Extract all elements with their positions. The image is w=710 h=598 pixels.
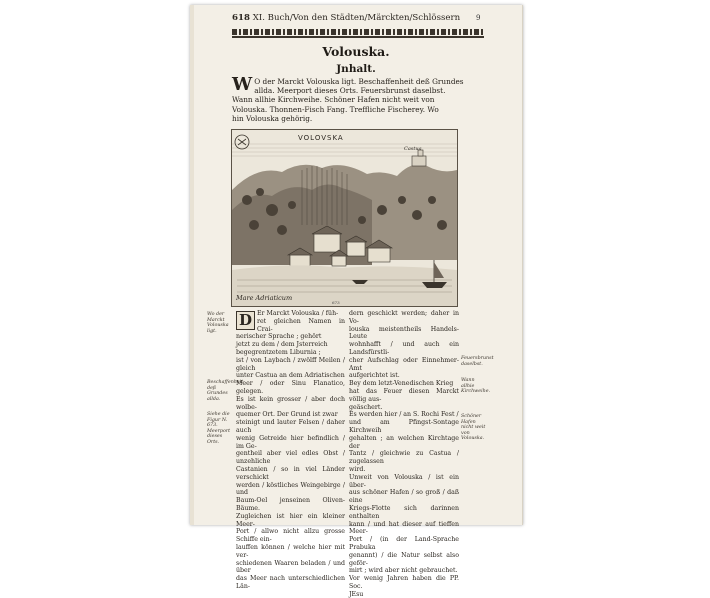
toc-line: allda. Meerport dieses Orts. Feuersbrunst daselbst.: [254, 86, 446, 96]
text-line: Vor wenig Jahren haben die PP. Soc.: [349, 575, 459, 590]
text-line: das Meer nach unterschiedlichen Län-: [236, 575, 345, 590]
toc-line: O der Marckt Volouska ligt. Beschaffenheit deß Grundes: [254, 77, 464, 86]
text-line: wird.: [349, 465, 366, 473]
margin-note-right: Wann allhie Kirchweihe.: [461, 378, 491, 395]
toc-initial: W: [232, 74, 253, 95]
margin-note-right: Feuersbrunst daselbst.: [461, 356, 494, 367]
text-line: genannt) / die Natur selbst also geför-: [349, 551, 459, 567]
text-line: wohnhafft / und auch ein Landsfürstli-: [349, 341, 459, 356]
margin-note-left: Beschaffenheit deß Grundes allda.: [207, 380, 244, 402]
contents-heading: Jnhalt.: [336, 63, 376, 75]
text-column-left: [236, 310, 345, 591]
text-line: Zugleichen ist hier ein kleiner Meer-: [236, 512, 345, 528]
text-line: nerischer Sprache ; gehört: [236, 333, 322, 341]
running-header: [232, 13, 484, 23]
toc-line: hin Volouska gehörig.: [232, 113, 313, 123]
text-line: gehalten ; an welchen Kirchtage der: [349, 434, 459, 450]
drop-cap: D: [236, 311, 255, 330]
text-line: kann / und hat dieser auf tieffen Meer-: [349, 520, 459, 536]
text-line: hat das Feuer diesen Marckt völlig aus-: [349, 387, 459, 403]
ornament-rule: [232, 29, 484, 35]
text-line: ret gleichen Namen in Crai-: [257, 317, 345, 333]
text-line: begegrentzetem Liburnia ;: [236, 348, 321, 356]
ornament-rule-lower: [232, 36, 484, 38]
engraving-illustration: [232, 130, 457, 306]
text-line: Meer / oder Sinu Flanatico, gelegen.: [236, 380, 345, 395]
text-line: Es werden hier / an S. Rochi Fest /: [349, 411, 459, 419]
text-line: jetzt zu dem / dem Jsterreich: [236, 341, 328, 349]
page-edge: [190, 5, 194, 525]
engraving-sea-label: Mare Adriaticum: [236, 294, 293, 302]
text-line: werden / köstliches Weingebirge / und: [236, 481, 345, 497]
text-line: Unweit von Volouska / ist ein über-: [349, 473, 459, 489]
text-line: lauffen können / welche hier mit ver-: [236, 543, 345, 559]
engraving-castle-label: Castua: [404, 146, 422, 152]
text-line: Port / allwo nicht allzu grosse Schiffe ein-: [236, 528, 345, 544]
page-number: 618: [232, 13, 250, 23]
engraving-volouska: [231, 129, 458, 307]
text-line: schiedenen Waaren beladen / und über: [236, 559, 345, 575]
text-line: dern geschickt werden; daher in Vo-: [349, 310, 459, 325]
text-line: aus schöner Hafen / so groß / daß eine: [349, 489, 459, 505]
engraving-title: VOLOVSKA: [298, 134, 344, 142]
margin-note-left: Wo der Marckt Volouska ligt.: [207, 312, 229, 334]
text-line: quemer Ort. Der Grund ist zwar: [236, 411, 338, 419]
text-line: louska meistentheils Handels-Leute: [349, 325, 459, 341]
text-line: wenig Getreide hier befindlich / im Ge-: [236, 434, 345, 450]
text-line: Kriegs-Flotte sich darinnen enthalten: [349, 504, 459, 520]
running-head: XI. Buch/Von den Städten/Märckten/Schlössern: [252, 13, 461, 23]
text-line: Baum-Oel jenseinen Oliven-Bäume.: [236, 497, 345, 512]
text-line: steinigt und lauter Felsen / daher auch: [236, 419, 345, 434]
engraving-plate-number: 673: [332, 300, 340, 305]
text-line: ist / von Laybach / zwölff Meilen / gleich: [236, 356, 345, 372]
margin-note-right: Schöner Hafen nicht weit von Volouska.: [461, 414, 486, 442]
text-line: geäschert.: [349, 403, 383, 411]
corner-mark: 9: [476, 14, 481, 22]
text-line: mirt ; wird aber nicht gebrauchet.: [349, 567, 458, 575]
toc-line: Wann allhie Kirchweihe. Schöner Hafen nicht weit von: [232, 95, 435, 105]
text-line: Es ist kein grosser / aber doch wolbe-: [236, 395, 345, 411]
toc-line: Volouska. Thonnen-Fisch Fang. Treffliche Fischerey. Wo: [232, 104, 439, 114]
text-line: Er Marckt Volouska / füh-: [257, 310, 339, 317]
text-line: cher Aufschlag oder Einnehmer-Amt: [349, 356, 459, 372]
text-line: JEsu: [349, 590, 364, 598]
text-line: unter Castua an dem Adriatischen: [236, 372, 345, 380]
text-line: und am Pfingst-Sontage Kirchweih: [349, 419, 459, 434]
text-line: Tantz / gleichwie zu Castua / zugelassen: [349, 450, 459, 466]
text-line: Castanien / so in viel Länder verschickt: [236, 465, 345, 481]
page-title: Volouska.: [322, 44, 390, 59]
text-line: gentheil aber viel edles Obst / unzehliche: [236, 450, 345, 466]
text-column-right: [349, 310, 459, 598]
contents-summary: [232, 74, 484, 123]
text-line: Port / (in der Land-Sprache Prabuka: [349, 536, 459, 551]
text-line: Bey dem letzt-Venedischen Krieg: [349, 380, 454, 388]
margin-note-left: Siehe die Figur N. 673. Meerport dieses Orts.: [207, 412, 231, 445]
text-line: aufgerichtet ist.: [349, 372, 400, 380]
